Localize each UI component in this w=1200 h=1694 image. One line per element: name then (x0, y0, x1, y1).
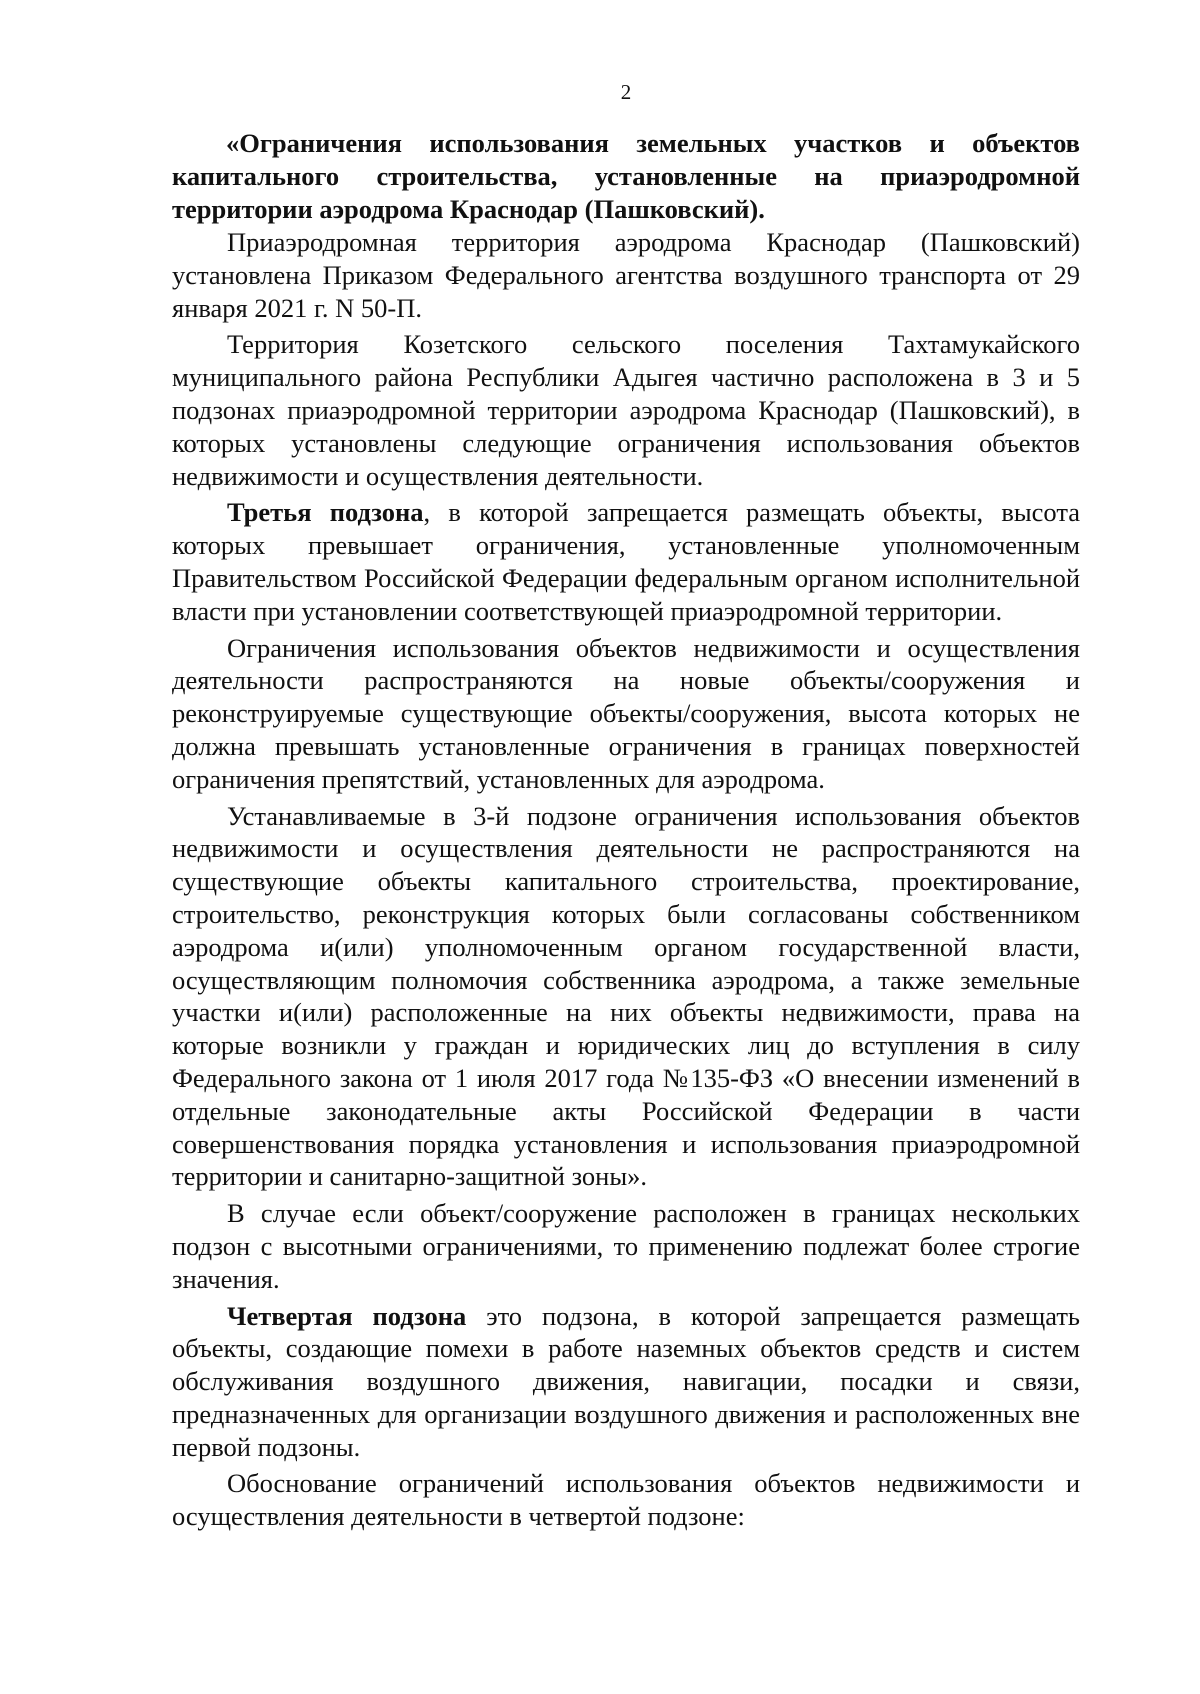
paragraph-text: это подзона, в которой запрещается размещать объекты, создающие помехи в работе наземных объектов средств и систем обслуживания воздушного движения, навигации, посадки и связи, предназначенных для организации воздушного движения и расположенных вне первой подзоны. (172, 1300, 1080, 1462)
paragraph-lead: Четвертая подзона (227, 1300, 467, 1331)
paragraph (172, 1197, 1080, 1295)
paragraph (172, 226, 1080, 324)
paragraph (172, 328, 1080, 492)
paragraph-text: Территория Козетского сельского поселения Тахтамукайского муниципального района Республики Адыгея частично расположена в 3 и 5 подзонах приаэродромной территории аэродрома Краснодар (Пашковский), в которых установлены следующие ограничения использования объектов недвижимости и осуществления деятельности. (172, 329, 1080, 491)
paragraph (172, 632, 1080, 796)
page-number: 2 (620, 80, 632, 104)
paragraph-text: В случае если объект/сооружение расположен в границах нескольких подзон с высотными ограничениями, то применению подлежат более строгие значения. (172, 1198, 1080, 1294)
paragraph (172, 800, 1080, 1194)
paragraph-text: Обоснование ограничений использования объектов недвижимости и осуществления деятельности в четвертой подзоне: (172, 1468, 1080, 1532)
document-page (172, 80, 1080, 1537)
paragraph-text: , в которой запрещается размещать объекты, высота которых превышает ограничения, установленные уполномоченным Правительством Российской Федерации федеральным органом исполнительной власти при установлении соответствующей приаэродромной территории. (172, 497, 1081, 626)
paragraph-lead: Третья подзона (227, 497, 424, 528)
paragraph-text: Ограничения использования объектов недвижимости и осуществления деятельности распространяются на новые объекты/сооружения и реконструируемые существующие объекты/сооружения, высота которых не должна превышать установленные ограничения в границах поверхностей ограничения препятствий, установленных для аэродрома. (172, 632, 1080, 794)
paragraph (172, 496, 1080, 627)
paragraph-text: Устанавливаемые в 3-й подзоне ограничения использования объектов недвижимости и осуществления деятельности не распространяются на существующие объекты капитального строительства, проектирование, строительство, реконструкция которых были согласованы собственником аэродрома и(или) уполномоченным органом государственной власти, осуществляющим полномочия собственника аэродрома, а также земельные участки и(или) расположенные на них объекты недвижимости, права на которые возникли у граждан и юридических лиц до вступления в силу Федерального закона от 1 июля 2017 года №135-ФЗ «О внесении изменений в отдельные законодательные акты Российской Федерации в части совершенствования порядка установления и использования приаэродромной территории и санитарно-защитной зоны». (172, 800, 1080, 1192)
paragraph (172, 1467, 1080, 1533)
paragraph (172, 1300, 1080, 1464)
paragraph-text: Приаэродромная территория аэродрома Краснодар (Пашковский) установлена Приказом Федерального агентства воздушного транспорта от 29 января 2021 г. N 50-П. (172, 227, 1080, 323)
section-heading: «Ограничения использования земельных участков и объектов капитального строительства, установленные на приаэродромной территории аэродрома Краснодар (Пашковский). (172, 128, 1080, 224)
